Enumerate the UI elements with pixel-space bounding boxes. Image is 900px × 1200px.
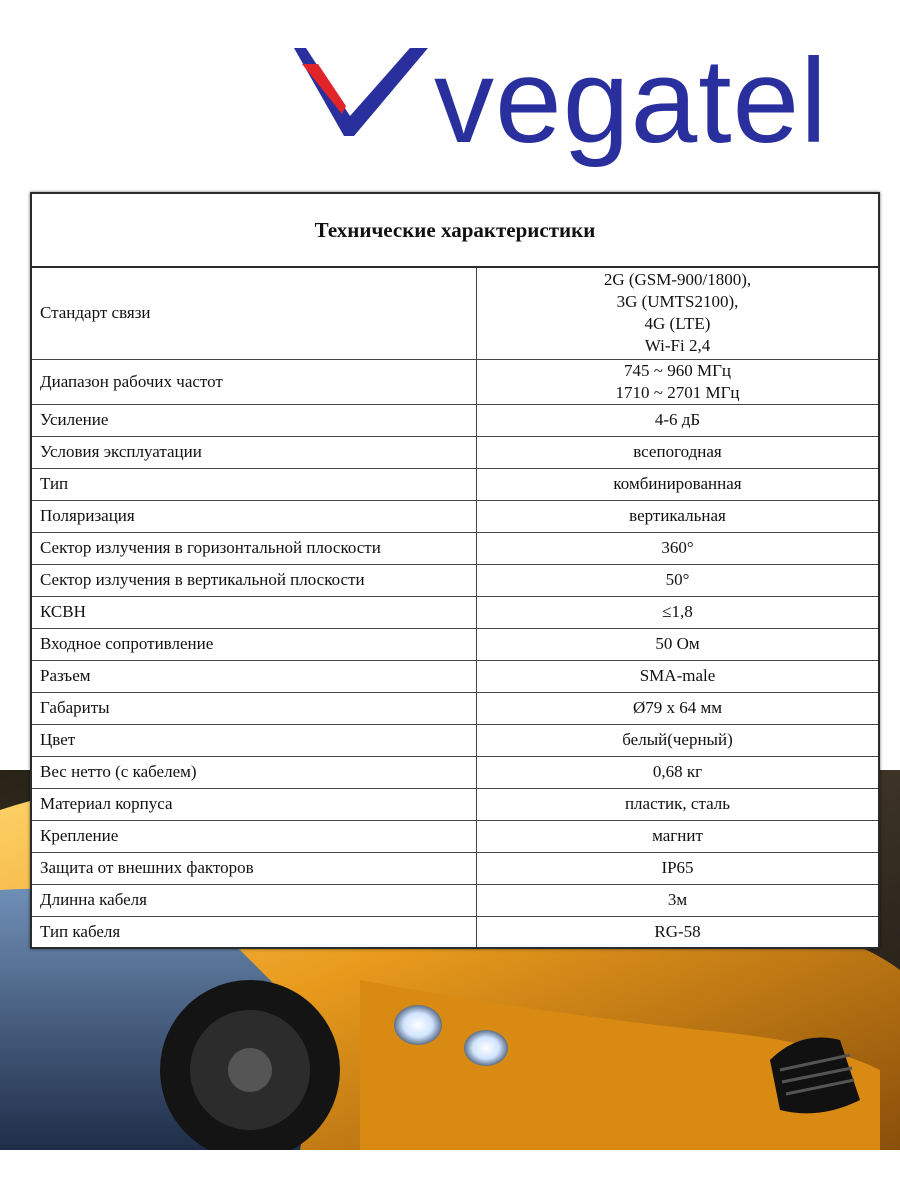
- spec-value: IP65: [477, 852, 879, 884]
- spec-label: Диапазон рабочих частот: [32, 359, 477, 404]
- spec-label: Цвет: [32, 724, 477, 756]
- table-row: [32, 359, 878, 404]
- spec-value: комбинированная: [477, 468, 879, 500]
- spec-label: Длинна кабеля: [32, 884, 477, 916]
- brand-wordmark: vegatel: [434, 34, 828, 168]
- spec-table: [32, 268, 878, 947]
- spec-value: ≤1,8: [477, 596, 879, 628]
- table-row: [32, 532, 878, 564]
- spec-table-body: [32, 268, 878, 947]
- spec-label: Сектор излучения в горизонтальной плоскости: [32, 532, 477, 564]
- spec-label: Стандарт связи: [32, 268, 477, 359]
- spec-label: Габариты: [32, 692, 477, 724]
- spec-value: 745 ~ 960 МГц 1710 ~ 2701 МГц: [477, 359, 879, 404]
- spec-value: 2G (GSM-900/1800), 3G (UMTS2100), 4G (LTE) Wi-Fi 2,4: [603, 270, 752, 356]
- table-row: [32, 724, 878, 756]
- spec-label: Материал корпуса: [32, 788, 477, 820]
- table-row: [32, 852, 878, 884]
- spec-label: Вес нетто (с кабелем): [32, 756, 477, 788]
- table-row: [32, 436, 878, 468]
- spec-value: всепогодная: [477, 436, 879, 468]
- spec-label: Входное сопротивление: [32, 628, 477, 660]
- table-row: [32, 500, 878, 532]
- spec-value: 0,68 кг: [477, 756, 879, 788]
- table-row: [32, 468, 878, 500]
- spec-label: Защита от внешних факторов: [32, 852, 477, 884]
- spec-value: SMA-male: [477, 660, 879, 692]
- spec-label: Условия эксплуатации: [32, 436, 477, 468]
- spec-value: 3м: [477, 884, 879, 916]
- table-row: [32, 628, 878, 660]
- brand-logo: [292, 34, 862, 170]
- spec-label: КСВН: [32, 596, 477, 628]
- table-row: [32, 916, 878, 947]
- table-row: [32, 756, 878, 788]
- spec-value: RG-58: [477, 916, 879, 947]
- spec-label: Усиление: [32, 404, 477, 436]
- table-row: [32, 596, 878, 628]
- spec-table-title: Технические характеристики: [32, 194, 878, 268]
- spec-value: вертикальная: [477, 500, 879, 532]
- table-row: [32, 564, 878, 596]
- spec-value: белый(черный): [477, 724, 879, 756]
- spec-label: Тип: [32, 468, 477, 500]
- table-row: [32, 692, 878, 724]
- spec-table-card: [30, 192, 880, 949]
- table-row: [32, 788, 878, 820]
- table-row: [32, 660, 878, 692]
- spec-label: Крепление: [32, 820, 477, 852]
- spec-label: Разъем: [32, 660, 477, 692]
- spec-value: Ø79 x 64 мм: [477, 692, 879, 724]
- table-row: [32, 404, 878, 436]
- spec-label: Сектор излучения в вертикальной плоскости: [32, 564, 477, 596]
- spec-value: магнит: [477, 820, 879, 852]
- table-row: [32, 884, 878, 916]
- spec-label: Поляризация: [32, 500, 477, 532]
- spec-value: 360°: [477, 532, 879, 564]
- spec-value: 50°: [477, 564, 879, 596]
- spec-label: Тип кабеля: [32, 916, 477, 947]
- spec-value: 4-6 дБ: [477, 404, 879, 436]
- spec-value: пластик, сталь: [477, 788, 879, 820]
- spec-value: 50 Ом: [477, 628, 879, 660]
- logo-v-mark-icon: [292, 40, 432, 140]
- table-row: [32, 820, 878, 852]
- table-row: [32, 268, 878, 359]
